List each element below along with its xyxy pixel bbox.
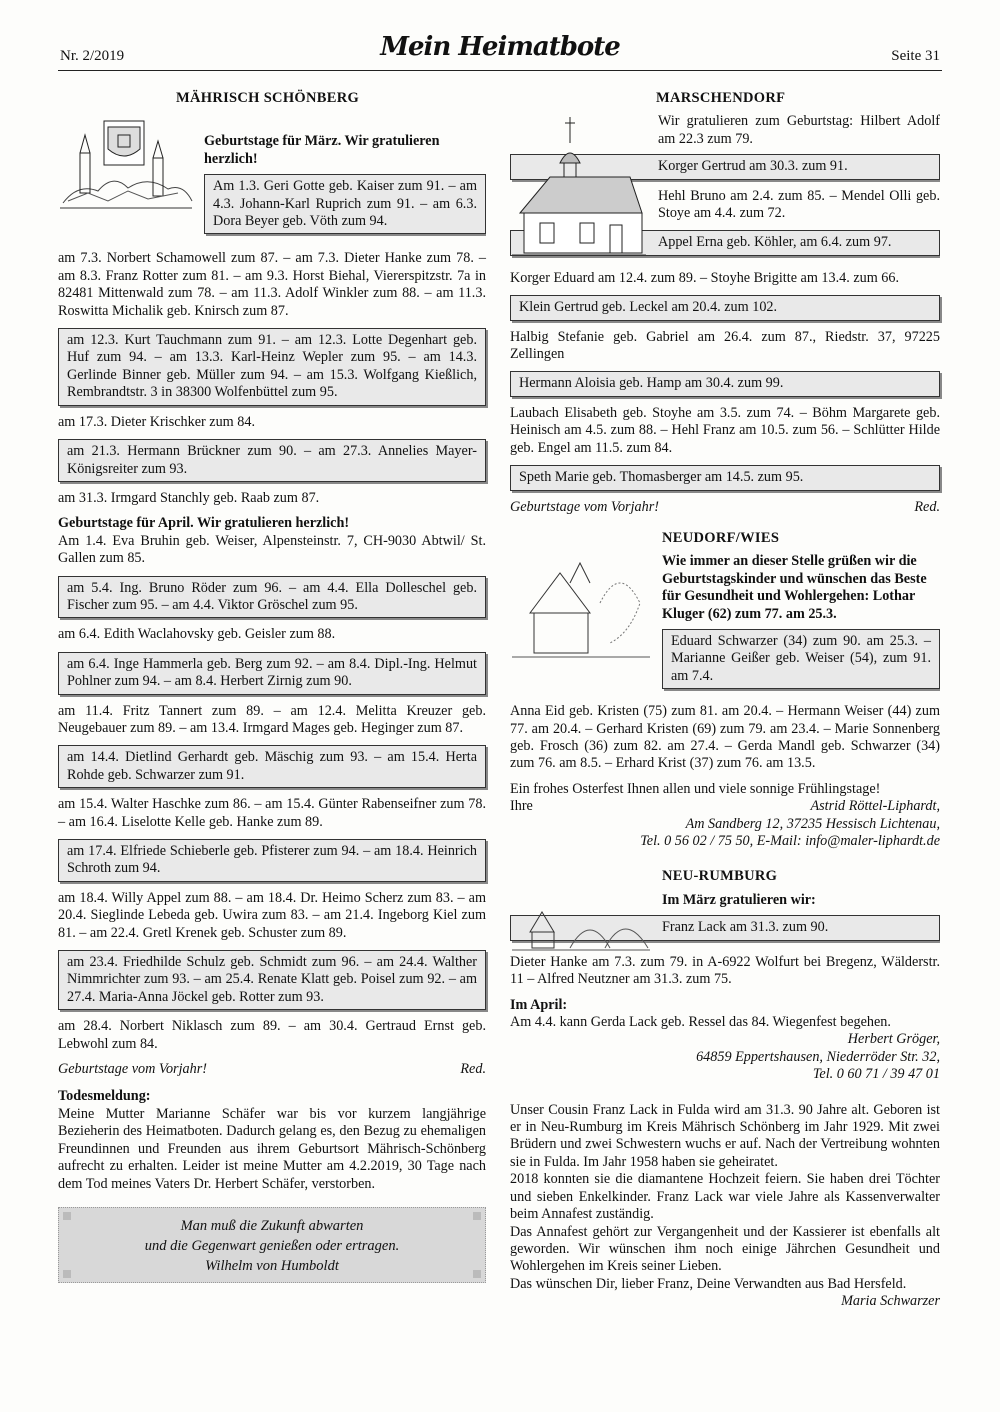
paragraph: 2018 konnten sie die diamantene Hochzeit feiern. Sie haben drei Töchter und sieben Enkelkinder. Franz Lack war viele Jahre als Kassenverwalter beim Annafest zuständig. <box>510 1171 940 1223</box>
signature-name: Herbert Gröger, <box>847 1031 940 1048</box>
note-text: Geburtstage vom Vorjahr! <box>510 498 659 515</box>
note-text: Geburtstage vom Vorjahr! <box>58 1061 207 1078</box>
highlight-box: Speth Marie geb. Thomasberger am 14.5. zum 95. <box>510 465 940 490</box>
section-neudorf-wies: NEUDORF/WIES <box>662 529 780 546</box>
highlight-box: Franz Lack am 31.3. zum 90. <box>510 915 940 940</box>
masthead-logo: Mein Heimatbote <box>380 32 620 62</box>
page-number: Seite 31 <box>891 48 940 64</box>
corner-mark <box>63 1212 71 1220</box>
signature-name: Maria Schwarzer <box>841 1293 940 1310</box>
signature-address: Am Sandberg 12, 37235 Hessisch Lichtenau, <box>685 815 940 832</box>
highlight-box: am 21.3. Hermann Brückner zum 90. – am 27.3. Annelies Mayer-Königsreiter zum 93. <box>58 439 486 482</box>
march-intro: Geburtstage für März. Wir gratulieren herzlich! <box>204 133 440 167</box>
paragraph: Ein frohes Osterfest Ihnen allen und viele sonnige Frühlingstage! <box>510 780 881 797</box>
issue-number: Nr. 2/2019 <box>60 48 125 64</box>
signature-ihre: Ihre <box>510 798 533 815</box>
chapel-illustration-icon <box>510 113 648 261</box>
highlight-box: am 17.4. Elfriede Schieberle geb. Pfisterer zum 94. – am 18.4. Heinrich Schroth zum 94. <box>58 839 486 882</box>
rumburg-intro: Im März gratulieren wir: <box>662 891 816 908</box>
editor-mark: Red. <box>460 1061 486 1078</box>
paragraph: Am 4.4. kann Gerda Lack geb. Ressel das 84. Wiegenfest begehen. <box>510 1014 891 1031</box>
header-rule <box>58 70 942 71</box>
highlight-box: am 12.3. Kurt Tauchmann zum 91. – am 12.3. Lotte Degenhart geb. Huf zum 94. – am 13.3. Karl-Heinz Wepler zum 95. – am 14.3. Gerlinde Binner geb. Müller zum 94. – am 15.3. Wolfgang Kießlich, Rembrandtstr. 3 in 38300 Wolfenbüttel zum 95. <box>58 328 486 406</box>
highlight-box: am 5.4. Ing. Bruno Röder zum 96. – am 4.4. Ella Dolleschel geb. Fischer zum 95. – am 4.4. Viktor Gröschel zum 95. <box>58 576 486 619</box>
signature-name: Astrid Röttel-Liphardt, <box>810 798 940 815</box>
section-neu-rumburg: NEU-RUMBURG <box>662 868 778 885</box>
highlight-box: am 23.4. Friedhilde Schulz geb. Schmidt zum 96. – am 24.4. Walther Nimmrichter zum 93. – am 25.4. Renate Klatt geb. Poisel zum 92. – am 27.4. Maria-Anna Jöckel geb. Rotter zum 93. <box>58 950 486 1010</box>
corner-mark <box>63 1270 71 1278</box>
quote-box <box>58 1207 486 1283</box>
signature-address: 64859 Eppertshausen, Niederröder Str. 32, <box>696 1048 940 1065</box>
paragraph: am 6.4. Edith Waclahovsky geb. Geisler zum 88. <box>58 626 336 643</box>
highlight-box: Appel Erna geb. Köhler, am 6.4. zum 97. <box>510 230 940 255</box>
paragraph: Das Annafest gehört zur Vergangenheit und der Kassierer ist ebenfalls alt geworden. Wir wünschen ihm noch einige Jährchen Gesundheit und Wohlergehen im Kreis seiner Lieben. <box>510 1223 940 1275</box>
paragraph: Laubach Elisabeth geb. Stoyhe am 3.5. zum 74. – Böhm Margarete geb. Heinisch am 4.5. zum 88. – Hehl Franz am 10.5. zum 56. – Schlütter Hilde geb. Engel am 11.5. zum 84. <box>510 404 940 456</box>
quote-line: und die Gegenwart genießen oder ertragen. <box>144 1237 400 1254</box>
signature-contact: Tel. 0 56 02 / 75 50, E-Mail: info@maler-liphardt.de <box>640 833 940 849</box>
highlight-box: Eduard Schwarzer (34) zum 90. am 25.3. – Marianne Geißer geb. Weiser (54), zum 91. am 7.4. <box>662 629 940 689</box>
corner-mark <box>473 1270 481 1278</box>
signature-line <box>510 798 940 815</box>
death-notice-heading: Todesmeldung: <box>58 1088 151 1105</box>
town-illustration-icon <box>58 113 194 213</box>
highlight-box: Am 1.3. Geri Gotte geb. Kaiser zum 91. – am 4.3. Johann-Karl Ruprich zum 91. – am 6.3. Dora Beyer geb. Vöth zum 94. <box>204 174 486 234</box>
highlight-box: am 6.4. Inge Hammerla geb. Berg zum 92. – am 8.4. Dipl.-Ing. Helmut Pohlner zum 94. – am 8.4. Herbert Zirnig zum 90. <box>58 652 486 695</box>
quote-author: Wilhelm von Humboldt <box>205 1257 339 1274</box>
neudorf-intro: Wie immer an dieser Stelle grüßen wir die Geburtstagskinder und wünschen das Beste für Gesundheit und Wohlergehen: Lothar Kluger (62) zum 77. am 25.3. <box>662 553 927 622</box>
marschendorf-intro: Wir gratulieren zum Geburtstag: Hilbert Adolf am 22.3 zum 79. <box>658 113 940 147</box>
note-line <box>58 1061 486 1078</box>
death-notice-text: Meine Mutter Marianne Schäfer war bis vor kurzem langjährige Bezieherin des Heimatboten. Dadurch gelang es, den Bezug zu ehemaligen Freundinnen und Freunden aus ihrem Geburtsort Mährisch-Schönberg aufrecht zu erhalten. Leider ist meine Mutter am 4.2.2019, 30 Tage nach dem Tod meines Vaters Dr. Herbert Schäfer, verstorben. <box>58 1105 486 1192</box>
paragraph: Das wünschen Dir, lieber Franz, Deine Verwandten aus Bad Hersfeld. <box>510 1275 907 1292</box>
paragraph: Dieter Hanke am 7.3. zum 79. in A-6922 Wolfurt bei Bregenz, Wälderstr. 11 – Alfred Neutzner am 31.3. zum 75. <box>510 953 940 988</box>
section-marschendorf: MARSCHENDORF <box>656 90 786 106</box>
paragraph: Am 1.4. Eva Bruhin geb. Weiser, Alpensteinstr. 7, CH-9030 Abtwil/ St. Gallen zum 85. <box>58 532 486 567</box>
highlight-box: Klein Gertrud geb. Leckel am 20.4. zum 102. <box>510 295 940 320</box>
paragraph: am 28.4. Norbert Niklasch zum 89. – am 30.4. Gertraud Ernst geb. Lebwohl zum 84. <box>58 1018 486 1052</box>
paragraph: am 31.3. Irmgard Stanchly geb. Raab zum 87. <box>58 489 320 506</box>
highlight-box: am 14.4. Dietlind Gerhardt geb. Mäschig zum 93. – am 15.4. Herta Rohde geb. Schwarzer zum 91. <box>58 745 486 788</box>
paragraph: Halbig Stefanie geb. Gabriel am 26.4. zum 87., Riedstr. 37, 97225 Zellingen <box>510 328 940 363</box>
highlight-box: Hermann Aloisia geb. Hamp am 30.4. zum 99. <box>510 371 940 396</box>
paragraph: am 15.4. Walter Haschke zum 86. – am 15.4. Günter Rabenseifner zum 78. – am 16.4. Liselotte Kelle geb. Hanke zum 89. <box>58 796 486 830</box>
editor-mark: Red. <box>914 498 940 515</box>
april-heading: Geburtstage für April. Wir gratulieren herzlich! <box>58 515 350 532</box>
note-line <box>510 499 940 516</box>
april-heading: Im April: <box>510 996 568 1013</box>
paragraph: Korger Eduard am 12.4. zum 89. – Stoyhe Brigitte am 13.4. zum 66. <box>510 269 900 286</box>
section-maehrisch-schoenberg: MÄHRISCH SCHÖNBERG <box>176 90 360 106</box>
right-column <box>510 90 940 1311</box>
left-column <box>58 90 486 1283</box>
paragraph: am 17.3. Dieter Krischker zum 84. <box>58 413 255 430</box>
village-sketch-icon <box>510 892 652 954</box>
paragraph: Unser Cousin Franz Lack in Fulda wird am 31.3. 90 Jahre alt. Geboren ist er in Neu-Rumburg im Kreis Mährisch Schönberg im Jahr 1929. Mit zwei Brüdern und zwei Schwestern wuchs er auf. Nach der Vertreibung wohnten sie in Fulda. Im Jahr 1958 haben sie geheiratet. <box>510 1101 940 1170</box>
paragraph: am 11.4. Fritz Tannert zum 89. – am 12.4. Melitta Kreuzer geb. Neugebauer zum 89. – am 13.4. Irmgard Mages geb. Heginger zum 87. <box>58 702 486 736</box>
quote-line: Man muß die Zukunft abwarten <box>180 1217 364 1234</box>
church-sketch-icon <box>510 553 652 669</box>
paragraph: am 7.3. Norbert Schamowell zum 87. – am 7.3. Dieter Hanke zum 78. – am 8.3. Franz Rotter zum 81. – am 9.3. Horst Biehal, Viererspitzstr. 7a in 82481 Mittenwald zum 78. – am 11.3. Adolf Winkler zum 88. – am 11.3. Roswitta Michalik geb. Knirsch zum 87. <box>58 250 486 319</box>
signature-contact: Tel. 0 60 71 / 39 47 01 <box>812 1066 940 1083</box>
corner-mark <box>473 1212 481 1220</box>
paragraph: am 18.4. Willy Appel zum 88. – am 18.4. Dr. Heimo Scherz zum 83. – am 20.4. Sieglinde Lebeda geb. Uwira zum 83. – am 21.4. Ingeborg Kiel zum 81. – am 22.4. Gretl Krenek geb. Schuster zum 89. <box>58 889 486 941</box>
paragraph: Hehl Bruno am 2.4. zum 85. – Mendel Olli geb. Stoye am 4.4. zum 72. <box>658 187 940 222</box>
paragraph: Anna Eid geb. Kristen (75) zum 81. am 20.4. – Hermann Weiser (44) zum 77. am 20.4. – Gerhard Kristen (69) zum 79. am 23.4. – Marie Sonnenberg geb. Frosch (36) zum 82. am 27.4. – Gerda Mandl geb. Schwarzer (34) zum 76. am 8.5. – Erhard Krist (37) zum 76. am 13.5. <box>510 703 940 772</box>
highlight-box: Korger Gertrud am 30.3. zum 91. <box>510 154 940 179</box>
